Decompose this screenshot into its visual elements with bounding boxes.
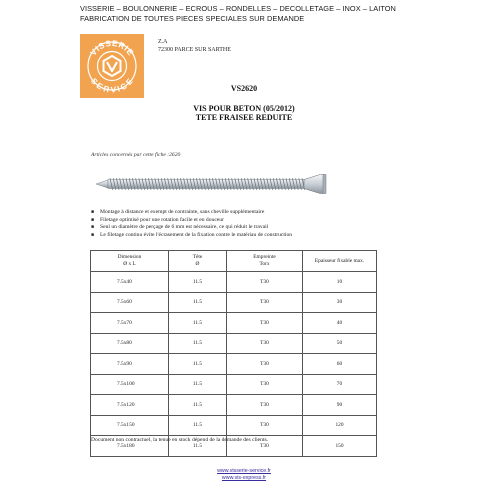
product-title-line-1: VIS POUR BETON (05/2012) xyxy=(193,104,295,113)
bullet-icon: ■ xyxy=(91,210,95,215)
cell-thickness: 90 xyxy=(303,395,377,416)
feature-item xyxy=(91,217,421,225)
website-link-visserie-service[interactable]: www.visserie-service.fr xyxy=(217,468,271,474)
header-line-1: VISSERIE – BOULONNERIE – ECROUS – RONDELLES – DECOLLETAGE – INOX – LAITON xyxy=(80,4,396,13)
cell-thickness: 120 xyxy=(303,415,377,436)
cell-head: 11.5 xyxy=(169,313,227,334)
company-line-2: 72300 PARCE SUR SARTHE xyxy=(158,47,231,53)
header-thickness: Epaisseur fixable max. xyxy=(303,251,377,272)
cell-dimension: 7.5x60 xyxy=(91,292,169,313)
table-row xyxy=(91,333,377,354)
feature-item xyxy=(91,232,421,240)
cell-head: 11.5 xyxy=(169,374,227,395)
cell-drive: T30 xyxy=(227,395,303,416)
logo-text-top: VISSERIE xyxy=(88,38,136,58)
cell-head: 11.5 xyxy=(169,272,227,293)
table-row xyxy=(91,313,377,334)
cell-dimension: 7.5x120 xyxy=(91,395,169,416)
cell-head: 11.5 xyxy=(169,395,227,416)
cell-drive: T30 xyxy=(227,333,303,354)
cell-dimension: 7.5x40 xyxy=(91,272,169,293)
cell-dimension: 7.5x90 xyxy=(91,354,169,375)
articles-concerned: Articles concernés par cette fiche :2620 xyxy=(91,152,181,158)
feature-text: Le filetage continu évite l'écrasement de la fixation contre le matériau de construction xyxy=(100,231,293,238)
bullet-icon: ■ xyxy=(91,232,95,238)
feature-item xyxy=(91,224,421,232)
feature-text: Montage à distance et exempt de contrainte, sans cheville supplémentaire xyxy=(100,209,265,215)
cell-dimension: 7.5x80 xyxy=(91,333,169,354)
cell-drive: T30 xyxy=(227,415,303,436)
product-title xyxy=(0,104,488,122)
disclaimer: Document non contractuel, la tenue en stock dépend de la demande des clients. xyxy=(91,437,269,443)
cell-drive: T30 xyxy=(227,354,303,375)
cell-thickness: 60 xyxy=(303,354,377,375)
header-drive: Empreinte Torx xyxy=(227,251,303,272)
cell-head: 11.5 xyxy=(169,354,227,375)
cell-thickness: 50 xyxy=(303,333,377,354)
product-reference: VS2620 xyxy=(230,84,258,93)
table-row xyxy=(91,272,377,293)
cell-thickness: 40 xyxy=(303,313,377,334)
product-title-line-2: TETE FRAISEE REDUITE xyxy=(195,113,293,122)
table-row xyxy=(91,374,377,395)
specification-table xyxy=(90,250,377,457)
company-line-1: Z.A xyxy=(158,39,168,45)
cell-dimension: 7.5x100 xyxy=(91,374,169,395)
cell-drive: T30 xyxy=(227,272,303,293)
table-row xyxy=(91,395,377,416)
header-dimension: Dimension Ø x L xyxy=(91,251,169,272)
cell-thickness: 10 xyxy=(303,272,377,293)
logo-text-bottom: SERVICE xyxy=(89,76,135,95)
cell-dimension: 7.5x150 xyxy=(91,415,169,436)
cell-drive: T30 xyxy=(227,436,303,457)
cell-thickness: 150 xyxy=(303,436,377,457)
company-address xyxy=(158,38,231,54)
table-row xyxy=(91,292,377,313)
cell-dimension: 7.5x70 xyxy=(91,313,169,334)
cell-head: 11.5 xyxy=(169,292,227,313)
cell-drive: T30 xyxy=(227,313,303,334)
cell-thickness: 30 xyxy=(303,292,377,313)
website-link-vis-express[interactable]: www.vis-express.fr xyxy=(221,475,267,481)
feature-list xyxy=(91,209,421,239)
table-row xyxy=(91,415,377,436)
bullet-icon: ■ xyxy=(91,217,95,223)
cell-head: 11.5 xyxy=(169,436,227,457)
feature-text: Filetage optimisé pour une rotation facile et en douceur xyxy=(100,216,224,223)
feature-text: Seul un diamètre de perçage de 6 mm est nécessaire, ce qui réduit le travail xyxy=(100,224,269,231)
header-line-2: FABRICATION DE TOUTES PIECES SPECIALES SUR DEMANDE xyxy=(80,14,305,23)
feature-item xyxy=(91,209,421,217)
cell-drive: T30 xyxy=(227,374,303,395)
cell-thickness: 70 xyxy=(303,374,377,395)
header-head: Tête Ø xyxy=(169,251,227,272)
cell-head: 11.5 xyxy=(169,415,227,436)
bullet-icon: ■ xyxy=(91,225,95,231)
header xyxy=(80,4,410,24)
footer-links xyxy=(0,468,488,482)
cell-head: 11.5 xyxy=(169,333,227,354)
table-header-row xyxy=(91,251,377,272)
table-row xyxy=(91,354,377,375)
cell-drive: T30 xyxy=(227,292,303,313)
cell-dimension: 7.5x180 xyxy=(91,436,169,457)
concrete-screw-image xyxy=(94,173,330,195)
